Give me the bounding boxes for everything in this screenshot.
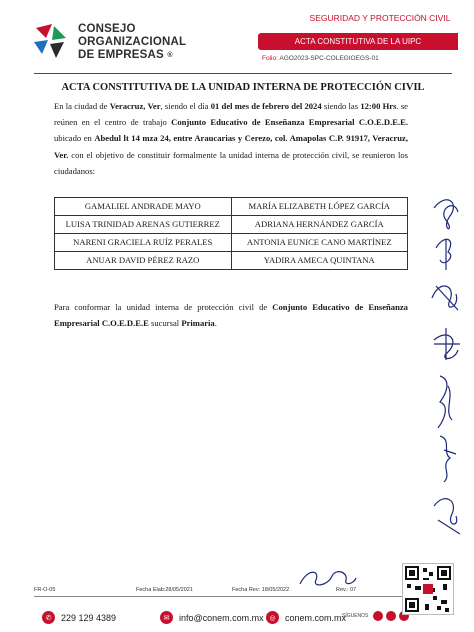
footer-email[interactable]: ✉ info@conem.com.mx bbox=[160, 611, 264, 624]
signature-6 bbox=[440, 436, 456, 482]
member-name: MARÍA ELIZABETH LÓPEZ GARCÍA bbox=[231, 198, 408, 216]
revision-date: Fecha Rev: 18/05/2022 bbox=[232, 587, 290, 593]
footer-divider bbox=[34, 596, 454, 597]
folio: Folio: AGO2023-SPC-COLEGIOEGS-01 bbox=[262, 55, 379, 62]
signature-7 bbox=[434, 499, 460, 534]
table-row bbox=[55, 216, 408, 234]
member-name: GAMALIEL ANDRADE MAYO bbox=[55, 198, 232, 216]
intro-paragraph: En la ciudad de Veracruz, Ver, siendo el día 01 del mes de febrero del 2024 siendo las 12:00 Hrs. se reúnen en el centro de trabajo Conjunto Educativo de Enseñanza Empresarial C.O.E.D.E.E. ubicado en Abedul lt 14 mza 24, entre Araucarias y Cerezo, col. Amapolas C.P. 91917, Veracruz, Ver. con el objetivo de constituir formalmente la unidad interna de protección civil, se reunieron los ciudadanos: bbox=[54, 101, 408, 176]
revision-number: Rev.: 07 bbox=[336, 587, 357, 593]
closing-paragraph: Para conformar la unidad interna de protección civil de Conjunto Educativo de Enseñanza Empresarial C.O.E.D.E.E sucursal Primaria. bbox=[54, 302, 408, 329]
logo-text: CONSEJO ORGANIZACIONAL DE EMPRESAS ® bbox=[78, 23, 187, 61]
table-row bbox=[55, 234, 408, 252]
document-type-badge: ACTA CONSTITUTIVA DE LA UIPC bbox=[258, 33, 458, 50]
members-table bbox=[54, 197, 408, 270]
footer-website[interactable]: ◎ conem.com.mx bbox=[266, 611, 346, 624]
header-divider bbox=[34, 73, 452, 74]
table-row bbox=[55, 252, 408, 270]
signature-4 bbox=[434, 328, 460, 360]
qr-code-icon bbox=[402, 563, 454, 615]
elaboration-date: Fecha Elab:28/05/2021 bbox=[136, 587, 193, 593]
mail-icon: ✉ bbox=[160, 611, 173, 624]
globe-icon: ◎ bbox=[266, 611, 279, 624]
section-title: SEGURIDAD Y PROTECCIÓN CIVIL bbox=[309, 13, 451, 23]
signature-1 bbox=[434, 200, 458, 229]
social-links: SÍGUENOS bbox=[342, 611, 409, 621]
table-row bbox=[55, 198, 408, 216]
member-name: LUISA TRINIDAD ARENAS GUTIERREZ bbox=[55, 216, 232, 234]
signature-2 bbox=[436, 239, 451, 270]
footer-phone[interactable]: ✆ 229 129 4389 bbox=[42, 611, 116, 624]
member-name: ANTONIA EUNICE CANO MARTÍNEZ bbox=[231, 234, 408, 252]
logo-icon bbox=[34, 24, 68, 60]
margin-signatures bbox=[426, 190, 466, 550]
signature-5 bbox=[438, 376, 452, 428]
phone-icon: ✆ bbox=[42, 611, 55, 624]
document-title: ACTA CONSTITUTIVA DE LA UNIDAD INTERNA DE PROTECCIÓN CIVIL bbox=[61, 82, 425, 93]
form-code: FR-O-05 bbox=[34, 587, 56, 593]
signature-3 bbox=[432, 286, 458, 310]
facebook-icon[interactable] bbox=[373, 611, 383, 621]
member-name: ANUAR DAVID PÉREZ RAZO bbox=[55, 252, 232, 270]
member-name: ADRIANA HERNÁNDEZ GARCÍA bbox=[231, 216, 408, 234]
member-name: NARENI GRACIELA RUÍZ PERALES bbox=[55, 234, 232, 252]
member-name: YADIRA AMECA QUINTANA bbox=[231, 252, 408, 270]
instagram-icon[interactable] bbox=[386, 611, 396, 621]
